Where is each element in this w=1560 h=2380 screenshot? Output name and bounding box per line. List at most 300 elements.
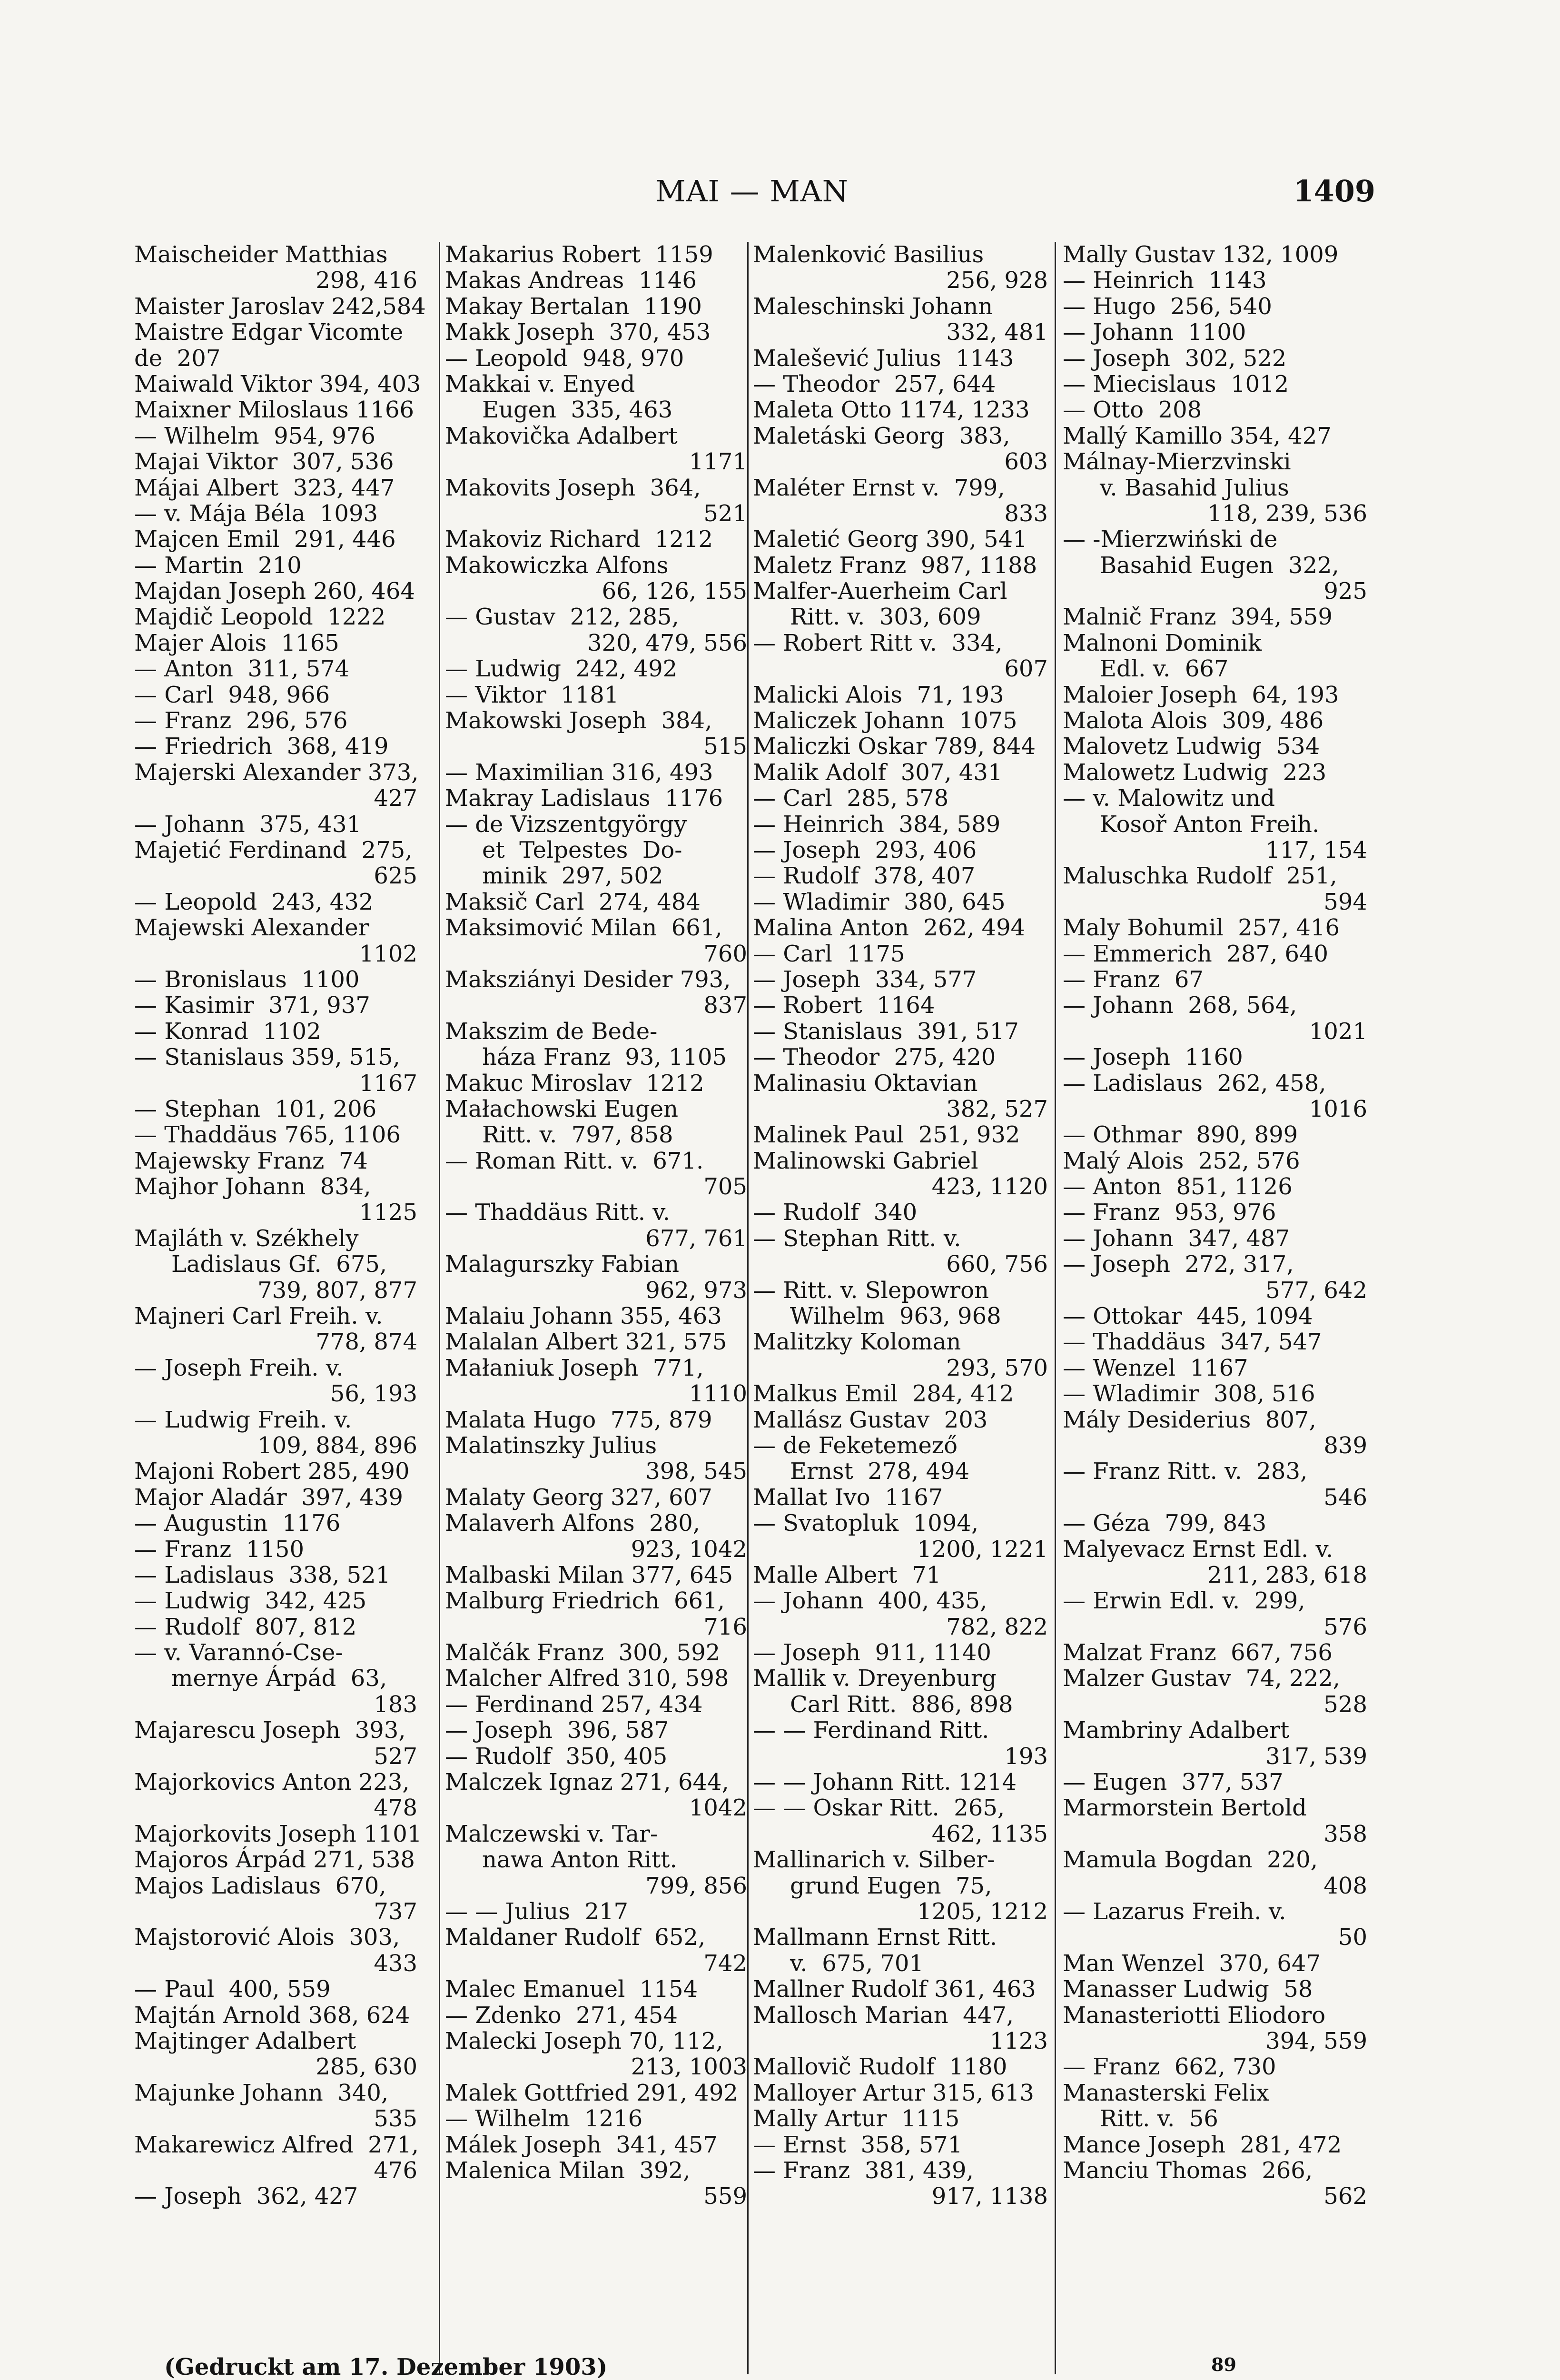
index-entry-continuation: Ladislaus Gf. 675,: [171, 1251, 387, 1278]
index-entry-continuation: 285, 630: [316, 2053, 417, 2081]
index-entry: Majerski Alexander 373,: [134, 759, 419, 786]
index-entry: Majoni Robert 285, 490: [134, 1458, 410, 1485]
index-entry-continuation: Basahid Eugen 322,: [1100, 552, 1339, 579]
index-entry: — Miecislaus 1012: [1063, 370, 1289, 397]
signature-mark: 89: [1211, 2354, 1236, 2375]
index-entry: — Carl 1175: [753, 940, 905, 967]
index-entry: — Stephan 101, 206: [134, 1095, 377, 1122]
index-entry-continuation: 577, 642: [1265, 1277, 1367, 1304]
index-entry: — Franz 953, 976: [1063, 1199, 1276, 1226]
index-entry: Malczek Ignaz 271, 644,: [445, 1769, 729, 1796]
index-entry: — Erwin Edl. v. 299,: [1063, 1587, 1305, 1615]
index-entry: — Viktor 1181: [445, 681, 619, 708]
index-entry: Mally Artur 1115: [753, 2105, 960, 2132]
index-entry: — Othmar 890, 899: [1063, 1121, 1298, 1149]
index-entry-continuation: 183: [374, 1691, 417, 1718]
index-entry: — Joseph 334, 577: [753, 966, 977, 993]
index-entry: Mallinarich v. Silber-: [753, 1846, 995, 1874]
index-entry: Majarescu Joseph 393,: [134, 1717, 406, 1744]
index-entry: Malbaski Milan 377, 645: [445, 1561, 733, 1588]
index-entry-continuation: 193: [1004, 1743, 1048, 1770]
index-entry-continuation: 833: [1004, 500, 1048, 527]
index-entry-continuation: nawa Anton Ritt.: [482, 1846, 677, 1874]
index-entry: Malkus Emil 284, 412: [753, 1380, 1014, 1408]
index-entry-continuation: 256, 928: [946, 267, 1048, 294]
column-rule: [1055, 242, 1056, 2374]
index-entry: — Friedrich 368, 419: [134, 733, 389, 760]
index-entry: — Ladislaus 338, 521: [134, 1561, 391, 1588]
index-entry: Majoros Árpád 271, 538: [134, 1846, 415, 1874]
index-entry-continuation: 778, 874: [316, 1329, 417, 1356]
index-entry: Majai Viktor 307, 536: [134, 448, 394, 476]
index-entry: Małaniuk Joseph 771,: [445, 1354, 704, 1381]
index-entry: Makay Bertalan 1190: [445, 293, 702, 320]
index-entry: — Ritt. v. Slepowron: [753, 1277, 989, 1304]
index-entry-continuation: Wilhelm 963, 968: [790, 1303, 1001, 1330]
index-entry: Maly Bohumil 257, 416: [1063, 914, 1340, 942]
index-entry-continuation: et Telpestes Do-: [482, 836, 682, 863]
index-entry: — Rudolf 807, 812: [134, 1613, 357, 1640]
index-entry: de 207: [134, 345, 221, 372]
index-entry: — Thaddäus 347, 547: [1063, 1329, 1322, 1356]
index-entry: — Thaddäus Ritt. v.: [445, 1199, 670, 1226]
index-entry: — Heinrich 1143: [1063, 267, 1267, 294]
index-entry: Maixner Miloslaus 1166: [134, 397, 415, 424]
index-entry: — Johann 1100: [1063, 319, 1246, 346]
index-entry: Majewski Alexander: [134, 914, 369, 942]
index-entry-continuation: 1200, 1221: [917, 1536, 1048, 1563]
index-entry-continuation: 1110: [689, 1380, 747, 1408]
index-entry-continuation: 317, 539: [1265, 1743, 1367, 1770]
index-entry: Mambriny Adalbert: [1063, 1717, 1290, 1744]
index-entry: Maluschka Rudolf 251,: [1063, 863, 1337, 890]
index-entry: Malina Anton 262, 494: [753, 914, 1026, 942]
index-entry: Makkai v. Enyed: [445, 370, 635, 397]
index-entry: Maliczek Johann 1075: [753, 707, 1017, 734]
index-entry-continuation: Ernst 278, 494: [790, 1458, 970, 1485]
index-entry: — Ottokar 445, 1094: [1063, 1303, 1313, 1330]
index-entry: Makszim de Bede-: [445, 1018, 658, 1045]
index-entry: Málnay-Mierzvinski: [1063, 448, 1291, 476]
index-entry: Majdič Leopold 1222: [134, 604, 386, 631]
index-entry-continuation: 433: [374, 1950, 417, 1977]
index-entry-continuation: 1171: [689, 448, 747, 476]
index-entry: — Anton 311, 574: [134, 655, 350, 683]
index-entry: Malota Alois 309, 486: [1063, 707, 1324, 734]
index-entry: — Svatopluk 1094,: [753, 1510, 979, 1537]
index-column-4: [1063, 242, 1367, 2374]
index-entry: Malloyer Artur 315, 613: [753, 2079, 1034, 2106]
print-date-note: (Gedruckt am 17. Dezember 1903): [164, 2354, 608, 2380]
index-entry: Malfer-Auerheim Carl: [753, 578, 1007, 605]
index-entry: Majewsky Franz 74: [134, 1147, 368, 1174]
index-entry-continuation: 535: [374, 2105, 417, 2132]
index-entry-continuation: 716: [703, 1613, 747, 1640]
index-entry-continuation: 760: [703, 940, 747, 967]
index-entry: Malyevacz Ernst Edl. v.: [1063, 1536, 1333, 1563]
index-entry-continuation: 462, 1135: [931, 1820, 1048, 1847]
index-entry-continuation: 677, 761: [645, 1225, 747, 1252]
index-entry: Makovička Adalbert: [445, 422, 678, 449]
index-entry: — Joseph Freih. v.: [134, 1354, 344, 1381]
index-entry-continuation: 562: [1323, 2183, 1367, 2210]
index-entry: Man Wenzel 370, 647: [1063, 1950, 1321, 1977]
index-entry-continuation: 546: [1323, 1484, 1367, 1511]
index-entry-continuation: 528: [1323, 1691, 1367, 1718]
index-entry: — Joseph 911, 1140: [753, 1639, 991, 1666]
running-head: MAI — MAN: [655, 174, 849, 208]
index-entry: — Ludwig Freih. v.: [134, 1406, 352, 1433]
index-entry: Malata Hugo 775, 879: [445, 1406, 712, 1433]
index-entry-continuation: 320, 479, 556: [587, 629, 747, 656]
index-entry-continuation: 839: [1323, 1432, 1367, 1459]
index-entry: Maischeider Matthias: [134, 241, 388, 268]
index-entry: — Stanislaus 391, 517: [753, 1018, 1019, 1045]
index-entry-continuation: Ritt. v. 56: [1100, 2105, 1218, 2132]
index-entry-continuation: 332, 481: [946, 319, 1048, 346]
index-entry-continuation: 398, 545: [645, 1458, 747, 1485]
index-entry-continuation: 917, 1138: [931, 2183, 1048, 2210]
index-entry: Maletz Franz 987, 1188: [753, 552, 1037, 579]
index-entry-continuation: 527: [374, 1743, 417, 1770]
index-entry-continuation: 50: [1338, 1924, 1367, 1951]
index-entry: Majhor Johann 834,: [134, 1173, 371, 1200]
index-entry-continuation: 1021: [1309, 1018, 1367, 1045]
index-entry: — Ernst 358, 571: [753, 2131, 963, 2158]
index-entry-continuation: 515: [703, 733, 747, 760]
index-entry-continuation: 739, 807, 877: [257, 1277, 417, 1304]
index-entry: — Joseph 396, 587: [445, 1717, 669, 1744]
index-entry: Majneri Carl Freih. v.: [134, 1303, 383, 1330]
index-entry: — v. Mája Béla 1093: [134, 500, 378, 527]
index-entry: — de Feketemező: [753, 1432, 958, 1459]
index-entry: — Ferdinand 257, 434: [445, 1691, 703, 1718]
index-entry-continuation: 476: [374, 2157, 417, 2184]
index-entry: Makovits Joseph 364,: [445, 474, 701, 501]
index-entry: — de Vizszentgyörgy: [445, 811, 687, 838]
index-entry: Maloier Joseph 64, 193: [1063, 681, 1339, 708]
index-entry: Mallý Kamillo 354, 427: [1063, 422, 1332, 449]
index-entry-continuation: 117, 154: [1265, 836, 1367, 863]
index-entry: — Franz 296, 576: [134, 707, 348, 734]
index-entry: Manasteriotti Eliodoro: [1063, 2002, 1326, 2029]
index-entry: Majorkovics Anton 223,: [134, 1769, 410, 1796]
page-footer: [0, 2354, 1560, 2380]
column-rule: [439, 242, 440, 2374]
index-entry: — — Julius 217: [445, 1898, 629, 1925]
index-entry: — Johann 268, 564,: [1063, 992, 1297, 1019]
index-entry: — Carl 948, 966: [134, 681, 330, 708]
index-entry: — Bronislaus 1100: [134, 966, 360, 993]
index-entry-continuation: 394, 559: [1265, 2027, 1367, 2054]
index-entry: — Joseph 272, 317,: [1063, 1251, 1294, 1278]
index-entry-continuation: 298, 416: [316, 267, 417, 294]
index-entry: Malec Emanuel 1154: [445, 1976, 698, 2003]
index-entry: Makarius Robert 1159: [445, 241, 713, 268]
index-entry: — — Johann Ritt. 1214: [753, 1769, 1017, 1796]
index-entry-continuation: 408: [1323, 1872, 1367, 1899]
index-entry-continuation: 56, 193: [330, 1380, 417, 1408]
index-entry: — Franz 381, 439,: [753, 2157, 974, 2184]
index-entry-continuation: 211, 283, 618: [1207, 1561, 1367, 1588]
index-entry: Malnoni Dominik: [1063, 629, 1262, 656]
index-entry: Malik Adolf 307, 431: [753, 759, 1003, 786]
index-entry: Makuc Miroslav 1212: [445, 1070, 704, 1097]
index-entry-continuation: grund Eugen 75,: [790, 1872, 992, 1899]
index-entry: Malý Alois 252, 576: [1063, 1147, 1300, 1174]
page-header: [128, 174, 1375, 217]
index-entry-continuation: 1042: [689, 1795, 747, 1822]
index-entry: — — Oskar Ritt. 265,: [753, 1795, 1005, 1822]
index-entry-continuation: 660, 756: [946, 1251, 1048, 1278]
index-entry: Mance Joseph 281, 472: [1063, 2131, 1342, 2158]
index-entry: — Stephan Ritt. v.: [753, 1225, 961, 1252]
index-entry-continuation: Ritt. v. 303, 609: [790, 604, 981, 631]
index-entry: Malek Gottfried 291, 492: [445, 2079, 738, 2106]
index-entry: — Ladislaus 262, 458,: [1063, 1070, 1326, 1097]
index-entry: Malešević Julius 1143: [753, 345, 1014, 372]
index-entry: — Heinrich 384, 589: [753, 811, 1001, 838]
index-entry: Mallász Gustav 203: [753, 1406, 988, 1433]
index-entry: Majorkovits Joseph 1101: [134, 1820, 422, 1847]
index-entry: — Theodor 275, 420: [753, 1044, 996, 1071]
index-entry-continuation: 594: [1323, 888, 1367, 915]
index-entry: Mallat Ivo 1167: [753, 1484, 943, 1511]
index-entry-continuation: mernye Árpád 63,: [171, 1665, 387, 1692]
index-entry: Malicki Alois 71, 193: [753, 681, 1004, 708]
index-entry: — Wilhelm 954, 976: [134, 422, 375, 449]
index-entry-continuation: 478: [374, 1795, 417, 1822]
index-entry-continuation: 118, 239, 536: [1207, 500, 1367, 527]
index-entry-continuation: v. Basahid Julius: [1100, 474, 1289, 501]
index-entry-continuation: 1123: [989, 2027, 1048, 2054]
index-entry-continuation: 782, 822: [946, 1613, 1048, 1640]
index-entry: — Lazarus Freih. v.: [1063, 1898, 1286, 1925]
index-entry: — Zdenko 271, 454: [445, 2002, 678, 2029]
index-entry: — Ludwig 242, 492: [445, 655, 678, 683]
index-entry: Mally Gustav 132, 1009: [1063, 241, 1339, 268]
index-entry: Mallner Rudolf 361, 463: [753, 1976, 1036, 2003]
index-entry-continuation: 358: [1323, 1820, 1367, 1847]
index-entry: Maister Jaroslav 242,584: [134, 293, 426, 320]
index-entry: — Anton 851, 1126: [1063, 1173, 1293, 1200]
index-entry-continuation: 213, 1003: [631, 2053, 747, 2081]
index-entry: Malaiu Johann 355, 463: [445, 1303, 722, 1330]
index-entry-continuation: 576: [1323, 1613, 1367, 1640]
index-entry: Mallosch Marian 447,: [753, 2002, 1014, 2029]
index-entry: Májai Albert 323, 447: [134, 474, 395, 501]
index-entry-continuation: 427: [374, 785, 417, 812]
index-entry: — Gustav 212, 285,: [445, 604, 679, 631]
index-entry-continuation: 1205, 1212: [917, 1898, 1048, 1925]
index-entry: Mály Desiderius 807,: [1063, 1406, 1316, 1433]
index-entry: Maleschinski Johann: [753, 293, 993, 320]
index-entry: Malecki Joseph 70, 112,: [445, 2027, 723, 2054]
index-entry: — Eugen 377, 537: [1063, 1769, 1284, 1796]
index-entry-continuation: Carl Ritt. 886, 898: [790, 1691, 1013, 1718]
index-entry-continuation: 66, 126, 155: [602, 578, 747, 605]
index-entry: — Hugo 256, 540: [1063, 293, 1272, 320]
index-entry: — Paul 400, 559: [134, 1976, 331, 2003]
index-entry: — Maximilian 316, 493: [445, 759, 713, 786]
index-entry: Małachowski Eugen: [445, 1095, 679, 1122]
index-entry-continuation: 1167: [359, 1070, 417, 1097]
index-entry-continuation: 625: [374, 863, 417, 890]
index-entry: — Joseph 293, 406: [753, 836, 977, 863]
index-entry: Malagurszky Fabian: [445, 1251, 679, 1278]
index-entry: — Johann 400, 435,: [753, 1587, 987, 1615]
index-entry-continuation: 742: [703, 1950, 747, 1977]
index-entry: Majtán Arnold 368, 624: [134, 2002, 410, 2029]
index-entry: — v. Malowitz und: [1063, 785, 1275, 812]
index-entry: Maliczki Oskar 789, 844: [753, 733, 1036, 760]
index-entry-continuation: 925: [1323, 578, 1367, 605]
index-entry: — Wladimir 380, 645: [753, 888, 1006, 915]
index-entry: — Konrad 1102: [134, 1018, 321, 1045]
index-entry-continuation: háza Franz 93, 1105: [482, 1044, 727, 1071]
index-entry: Malburg Friedrich 661,: [445, 1587, 725, 1615]
index-entry: — Augustin 1176: [134, 1510, 341, 1537]
index-entry: — Rudolf 340: [753, 1199, 918, 1226]
index-entry: Makowski Joseph 384,: [445, 707, 712, 734]
index-entry-continuation: 293, 570: [946, 1354, 1048, 1381]
index-entry: — Wenzel 1167: [1063, 1354, 1248, 1381]
index-entry: — Joseph 302, 522: [1063, 345, 1287, 372]
index-entry: — Rudolf 378, 407: [753, 863, 976, 890]
index-entry-continuation: Eugen 335, 463: [482, 397, 673, 424]
index-entry: Maldaner Rudolf 652,: [445, 1924, 706, 1951]
index-entry: — Géza 799, 843: [1063, 1510, 1267, 1537]
index-entry: Malnič Franz 394, 559: [1063, 604, 1333, 631]
index-entry-continuation: Edl. v. 667: [1100, 655, 1229, 683]
index-entry: — v. Varannó-Cse-: [134, 1639, 343, 1666]
index-entry: Manasterski Felix: [1063, 2079, 1269, 2106]
index-entry: Makarewicz Alfred 271,: [134, 2131, 419, 2158]
index-entry-continuation: v. 675, 701: [790, 1950, 924, 1977]
index-entry-continuation: 559: [703, 2183, 747, 2210]
index-entry: Maletić Georg 390, 541: [753, 526, 1027, 553]
index-entry: Malinowski Gabriel: [753, 1147, 978, 1174]
index-entry: Malowetz Ludwig 223: [1063, 759, 1327, 786]
index-entry: Malcher Alfred 310, 598: [445, 1665, 729, 1692]
index-entry: Malczewski v. Tar-: [445, 1820, 658, 1847]
index-entry: — Thaddäus 765, 1106: [134, 1121, 401, 1149]
index-entry: — Carl 285, 578: [753, 785, 949, 812]
index-entry: Makk Joseph 370, 453: [445, 319, 711, 346]
index-entry: Makoviz Richard 1212: [445, 526, 713, 553]
index-entry: Majcen Emil 291, 446: [134, 526, 396, 553]
index-entry: Majos Ladislaus 670,: [134, 1872, 386, 1899]
index-entry: — Robert 1164: [753, 992, 935, 1019]
index-entry: Malle Albert 71: [753, 1561, 941, 1588]
index-entry: — Martin 210: [134, 552, 302, 579]
index-entry: — Emmerich 287, 640: [1063, 940, 1329, 967]
index-entry: Malzat Franz 667, 756: [1063, 1639, 1333, 1666]
index-entry: Malzer Gustav 74, 222,: [1063, 1665, 1340, 1692]
index-entry: Maléter Ernst v. 799,: [753, 474, 1005, 501]
index-entry: — Rudolf 350, 405: [445, 1743, 668, 1770]
index-entry: Maleta Otto 1174, 1233: [753, 397, 1030, 424]
index-entry-continuation: 1016: [1309, 1095, 1367, 1122]
index-entry: — Franz 1150: [134, 1536, 304, 1563]
page-number: 1409: [1293, 174, 1375, 208]
index-entry: — Franz 662, 730: [1063, 2053, 1276, 2081]
index-entry-continuation: 837: [703, 992, 747, 1019]
index-entry: — Ludwig 342, 425: [134, 1587, 367, 1615]
index-entry-continuation: 423, 1120: [931, 1173, 1048, 1200]
index-entry: Malaverh Alfons 280,: [445, 1510, 700, 1537]
index-entry-continuation: 962, 973: [645, 1277, 747, 1304]
index-entry: — Johann 375, 431: [134, 811, 362, 838]
index-entry: — Roman Ritt. v. 671.: [445, 1147, 704, 1174]
index-entry: Majtinger Adalbert: [134, 2027, 356, 2054]
index-entry: Malinasiu Oktavian: [753, 1070, 978, 1097]
index-entry: Mallmann Ernst Ritt.: [753, 1924, 997, 1951]
index-entry: Majunke Johann 340,: [134, 2079, 389, 2106]
index-entry: Malitzky Koloman: [753, 1329, 961, 1356]
index-entry: — -Mierzwiński de: [1063, 526, 1278, 553]
index-entry: Malinek Paul 251, 932: [753, 1121, 1020, 1149]
index-entry: — Johann 347, 487: [1063, 1225, 1290, 1252]
index-entry: Malenica Milan 392,: [445, 2157, 691, 2184]
index-entry: Mallovič Rudolf 1180: [753, 2053, 1007, 2081]
index-entry: Maletáski Georg 383,: [753, 422, 1010, 449]
index-entry: Málek Joseph 341, 457: [445, 2131, 718, 2158]
index-entry: Mamula Bogdan 220,: [1063, 1846, 1318, 1874]
index-entry: Makray Ladislaus 1176: [445, 785, 723, 812]
index-entry: Manasser Ludwig 58: [1063, 1976, 1313, 2003]
index-entry-continuation: 382, 527: [946, 1095, 1048, 1122]
index-entry: — Otto 208: [1063, 397, 1202, 424]
index-entry-continuation: Kosoř Anton Freih.: [1100, 811, 1320, 838]
index-entry: Malalan Albert 321, 575: [445, 1329, 727, 1356]
column-rule: [747, 242, 749, 2374]
index-entry-continuation: 109, 884, 896: [257, 1432, 417, 1459]
index-entry: Major Aladár 397, 439: [134, 1484, 403, 1511]
index-entry: — Franz Ritt. v. 283,: [1063, 1458, 1308, 1485]
index-entry: — Wladimir 308, 516: [1063, 1380, 1315, 1408]
index-entry-continuation: Ritt. v. 797, 858: [482, 1121, 673, 1149]
index-entry: Malovetz Ludwig 534: [1063, 733, 1320, 760]
index-entry: Maiwald Viktor 394, 403: [134, 370, 421, 397]
index-entry: — — Ferdinand Ritt.: [753, 1717, 989, 1744]
index-entry: Mallik v. Dreyenburg: [753, 1665, 997, 1692]
index-entry: Malenković Basilius: [753, 241, 984, 268]
index-entry: Maksziányi Desider 793,: [445, 966, 731, 993]
index-entry: — Robert Ritt v. 334,: [753, 629, 1003, 656]
index-entry: Majstorović Alois 303,: [134, 1924, 400, 1951]
index-column-2: [445, 242, 747, 2374]
index-entry: — Theodor 257, 644: [753, 370, 996, 397]
index-entry-continuation: 1125: [359, 1199, 417, 1226]
index-entry: — Franz 67: [1063, 966, 1204, 993]
index-entry: Majetić Ferdinand 275,: [134, 836, 413, 863]
index-column-3: [753, 242, 1048, 2374]
index-entry-continuation: 737: [374, 1898, 417, 1925]
index-entry: — Kasimir 371, 937: [134, 992, 370, 1019]
index-entry: Marmorstein Bertold: [1063, 1795, 1307, 1822]
index-entry-continuation: 607: [1004, 655, 1048, 683]
index-entry: Maksič Carl 274, 484: [445, 888, 701, 915]
index-entry: Malaty Georg 327, 607: [445, 1484, 712, 1511]
index-entry: — Leopold 948, 970: [445, 345, 684, 372]
index-entry: — Leopold 243, 432: [134, 888, 374, 915]
index-entry-continuation: 603: [1004, 448, 1048, 476]
index-entry: Malčák Franz 300, 592: [445, 1639, 721, 1666]
index-column-1: [134, 241, 426, 2374]
index-entry-continuation: 1102: [359, 940, 417, 967]
index-entry: Majer Alois 1165: [134, 629, 339, 656]
